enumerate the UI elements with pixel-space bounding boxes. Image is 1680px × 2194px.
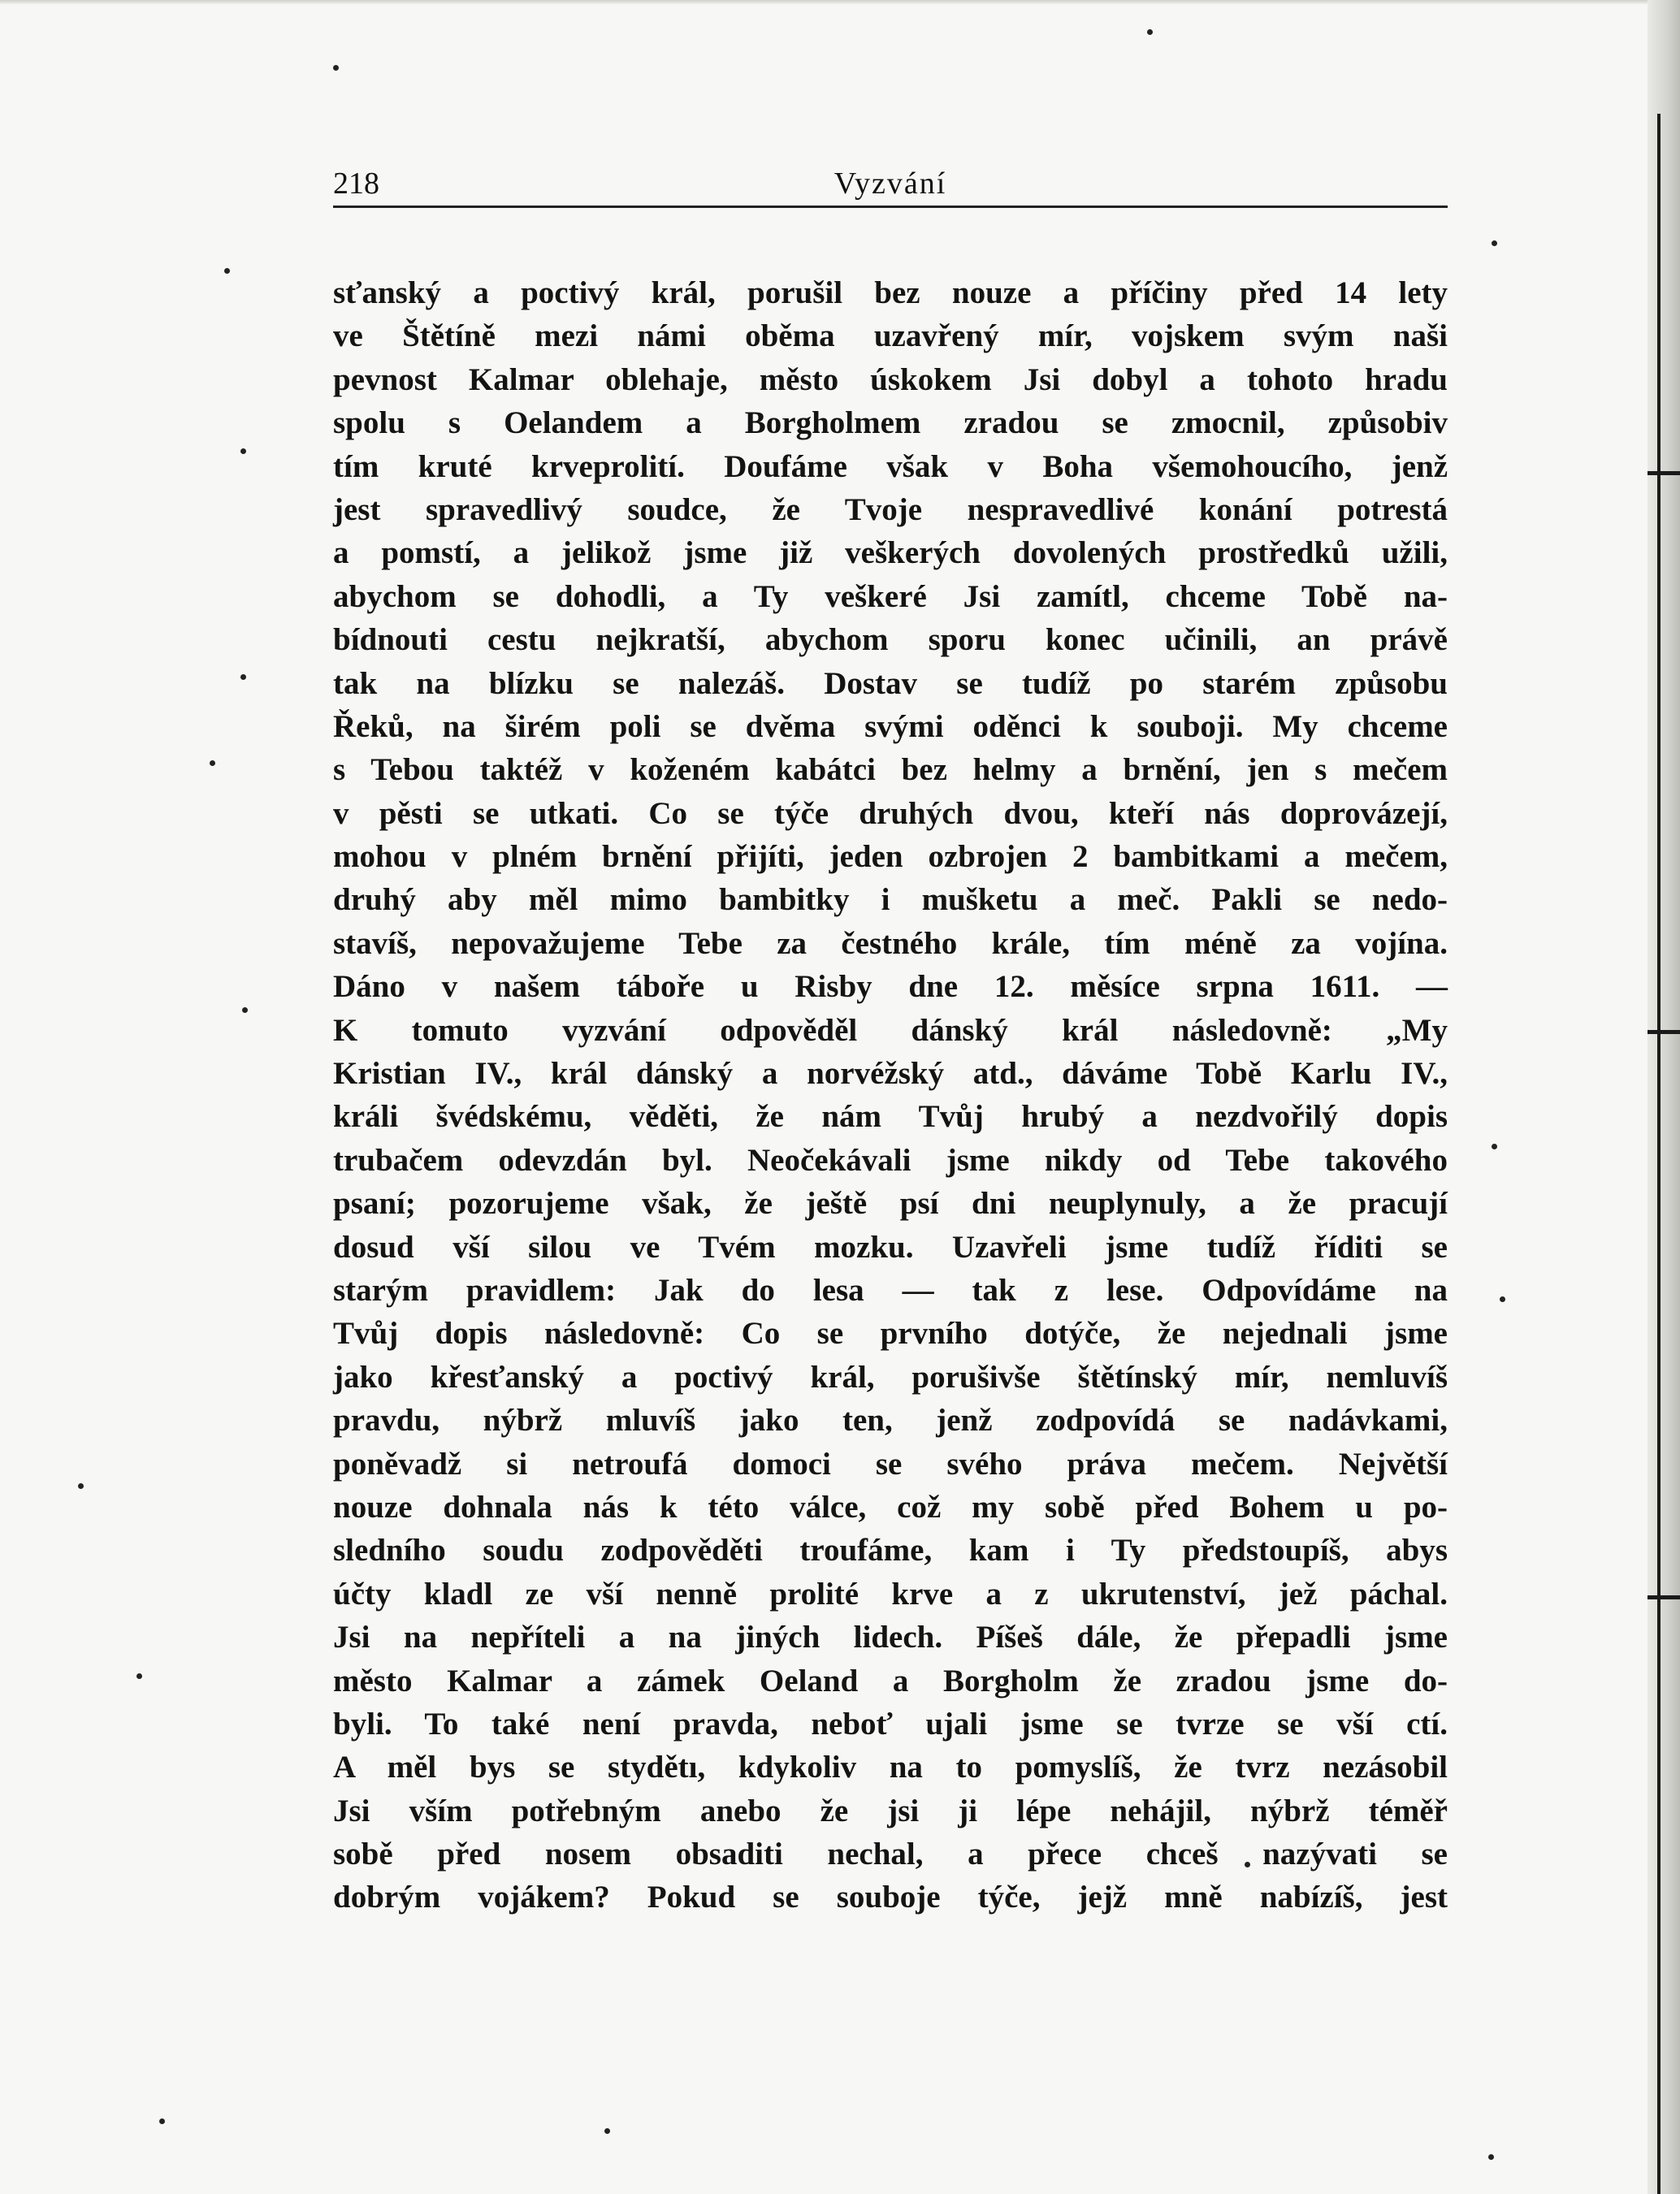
scan-speck [604,2128,610,2134]
text-line: spolu s Oelandem a Borgholmem zradou se zmocnil, způsobiv [333,405,1448,441]
scan-speck [333,65,339,71]
text-line: sobě před nosem obsaditi nechal, a přece chceš nazývati se [333,1837,1448,1872]
text-line: Řeků, na širém poli se dvěma svými oděnci k souboji. My chceme [333,708,1448,744]
text-line: bídnouti cestu nejkratší, abychom sporu konec učinili, an právě [333,622,1448,658]
scan-speck [240,448,246,454]
text-line: byli. To také není pravda, neboť ujali jsme se tvrze se vší ctí. [333,1706,1448,1742]
scan-speck [242,1007,248,1013]
text-line: abychom se dohodli, a Ty veškeré Jsi zamítl, chceme Tobě na- [333,578,1448,614]
text-line: Jsi na nepříteli a na jiných lidech. Píšeš dále, že přepadli jsme [333,1620,1448,1655]
text-line: starým pravidlem: Jak do lesa — tak z lese. Odpovídáme na [333,1272,1448,1308]
text-line: jako křesťanský a poctivý král, porušivše štětínský mír, nemluvíš [333,1359,1448,1395]
text-line: jest spravedlivý soudce, že Tvoje nespravedlivé konání potrestá [333,491,1448,527]
text-line: dobrým vojákem? Pokud se souboje týče, jejž mně nabízíš, jest [333,1880,1448,1915]
text-line: trubačem odevzdán byl. Neočekávali jsme nikdy od Tebe takového [333,1142,1448,1178]
text-line: účty kladl ze vší nenně prolité krve a z ukrutenství, jež páchal. [333,1576,1448,1612]
page-number: 218 [333,167,379,201]
text-line: stavíš, nepovažujeme Tebe za čestného krále, tím méně za vojína. [333,925,1448,961]
text-line: a pomstí, a jelikož jsme již veškerých dovolených prostředků užili, [333,535,1448,571]
scan-speck [210,760,215,766]
scan-speck [1488,2154,1494,2160]
text-line: Kristian IV., král dánský a norvéžský atd., dáváme Tobě Karlu IV., [333,1056,1448,1092]
binding-tick [1648,1030,1680,1034]
text-line: K tomuto vyzvání odpověděl dánský král následovně: „My [333,1012,1448,1048]
running-title: Vyzvání [834,167,947,201]
scan-speck [1500,1296,1505,1302]
text-line: v pěsti se utkati. Co se týče druhých dvou, kteří nás doprovázejí, [333,795,1448,831]
text-line: pevnost Kalmar oblehaje, město úskokem Jsi dobyl a tohoto hradu [333,361,1448,397]
scan-speck [78,1483,84,1489]
text-line: druhý aby měl mimo bambitky i mušketu a meč. Pakli se nedo- [333,882,1448,918]
binding-line [1657,114,1661,2194]
text-line: mohou v plném brnění přijíti, jeden ozbrojen 2 bambitkami a mečem, [333,839,1448,875]
scan-speck [224,268,230,274]
text-line: ve Štětíně mezi námi oběma uzavřený mír, vojskem svým naši [333,318,1448,354]
text-line: dosud vší silou ve Tvém mozku. Uzavřeli jsme tudíž říditi se [333,1229,1448,1265]
binding-tick [1648,471,1680,475]
text-line: Dáno v našem táboře u Risby dne 12. měsíce srpna 1611. — [333,969,1448,1005]
header-rule [333,206,1448,208]
scan-speck [240,674,246,680]
body-text [333,271,1448,1919]
scan-speck [1492,240,1497,246]
binding-tick [1648,1595,1680,1599]
text-line: Tvůj dopis následovně: Co se prvního dotýče, že nejednali jsme [333,1316,1448,1352]
text-line: Jsi vším potřebným anebo že jsi ji lépe nehájil, nýbrž téměř [333,1793,1448,1828]
text-line: tím kruté krveprolití. Doufáme však v Boha všemohoucího, jenž [333,448,1448,484]
page-header [333,166,1448,206]
text-line: poněvadž si netroufá domoci se svého práva mečem. Největší [333,1446,1448,1482]
text-line: nouze dohnala nás k této válce, což my sobě před Bohem u po- [333,1489,1448,1525]
text-line: sťanský a poctivý král, porušil bez nouze a příčiny před 14 lety [333,275,1448,310]
text-line: A měl bys se stydětı, kdykoliv na to pomyslíš, že tvrz nezásobil [333,1750,1448,1785]
scan-speck [1492,1144,1497,1149]
text-line: sledního soudu zodpověděti troufáme, kam i Ty předstoupíš, abys [333,1533,1448,1569]
scan-speck [159,2118,165,2124]
text-line: město Kalmar a zámek Oeland a Borgholm že zradou jsme do- [333,1663,1448,1699]
text-line: tak na blízku se nalezáš. Dostav se tudíž po starém způsobu [333,665,1448,701]
scan-binding-shadow [1648,0,1680,2194]
text-line: psaní; pozorujeme však, že ještě psí dni neuplynuly, a že pracují [333,1186,1448,1222]
scan-speck [136,1673,142,1679]
text-line: králi švédskému, věděti, že nám Tvůj hrubý a nezdvořilý dopis [333,1099,1448,1135]
scan-top-edge [0,0,1680,5]
scan-speck [1147,29,1153,35]
text-line: pravdu, nýbrž mluvíš jako ten, jenž zodpovídá se nadávkami, [333,1403,1448,1439]
text-line: s Tebou taktéž v koženém kabátci bez helmy a brnění, jen s mečem [333,752,1448,788]
